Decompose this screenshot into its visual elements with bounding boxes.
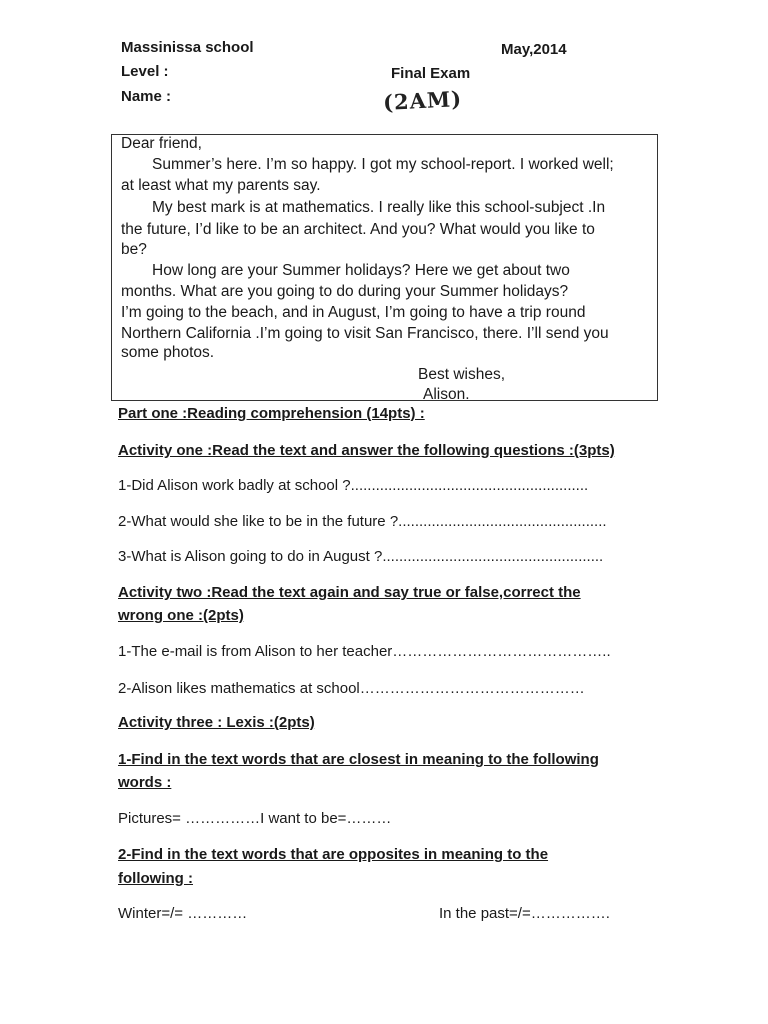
- opposites-task: 2-Find in the text words that are opposites in meaning to the: [118, 846, 549, 863]
- exam-date: May,2014: [501, 41, 567, 58]
- letter-line: months. What are you going to do during your Summer holidays?: [121, 283, 569, 300]
- letter-line: Dear friend,: [121, 135, 202, 152]
- letter-line: Summer’s here. I’m so happy. I got my school-report. I worked well;: [152, 156, 614, 173]
- letter-line: be?: [121, 241, 147, 258]
- synonyms-task: 1-Find in the text words that are closest in meaning to the following: [118, 751, 599, 768]
- true-false-statement-2: 2-Alison likes mathematics at school………………………………………: [118, 680, 585, 697]
- activity-three-heading: Activity three : Lexis :(2pts): [118, 714, 315, 731]
- question-2: 2-What would she like to be in the future ?..................................................: [118, 513, 607, 530]
- letter-signature: Alison.: [423, 386, 470, 403]
- question-3: 3-What is Alison going to do in August ?.....................................................: [118, 548, 604, 565]
- letter-box: [111, 134, 658, 401]
- letter-line: Northern California .I’m going to visit San Francisco, there. I’ll send you: [121, 325, 609, 342]
- opposites-task-cont: following :: [118, 870, 193, 887]
- exam-title: Final Exam: [391, 65, 471, 82]
- synonyms-items: Pictures= ……………I want to be=………: [118, 810, 392, 827]
- synonyms-task-cont: words :: [118, 774, 172, 791]
- activity-two-heading: Activity two :Read the text again and say true or false,correct the: [118, 584, 581, 601]
- letter-closing: Best wishes,: [418, 366, 506, 383]
- letter-line: at least what my parents say.: [121, 177, 321, 194]
- part-one-heading: Part one :Reading comprehension (14pts) :: [118, 405, 425, 422]
- name-label: Name :: [121, 88, 172, 105]
- level-label: Level :: [121, 63, 169, 80]
- letter-line: some photos.: [121, 344, 215, 361]
- opposite-item-past: In the past=/=…………….: [439, 905, 610, 922]
- question-1: 1-Did Alison work badly at school ?.........................................................: [118, 477, 589, 494]
- true-false-statement-1: 1-The e-mail is from Alison to her teacher……………………………………..: [118, 643, 611, 660]
- letter-line: I’m going to the beach, and in August, I’m going to have a trip round: [121, 304, 586, 321]
- activity-two-heading-cont: wrong one :(2pts): [118, 607, 244, 624]
- opposite-item-winter: Winter=/= …………: [118, 905, 248, 922]
- class-note: (2AM): [382, 85, 463, 116]
- letter-line: the future, I’d like to be an architect. And you? What would you like to: [121, 221, 595, 238]
- activity-one-heading: Activity one :Read the text and answer the following questions :(3pts): [118, 442, 615, 459]
- letter-line: How long are your Summer holidays? Here we get about two: [152, 262, 570, 279]
- letter-line: My best mark is at mathematics. I really like this school-subject .In: [152, 199, 606, 216]
- school-name: Massinissa school: [121, 39, 254, 56]
